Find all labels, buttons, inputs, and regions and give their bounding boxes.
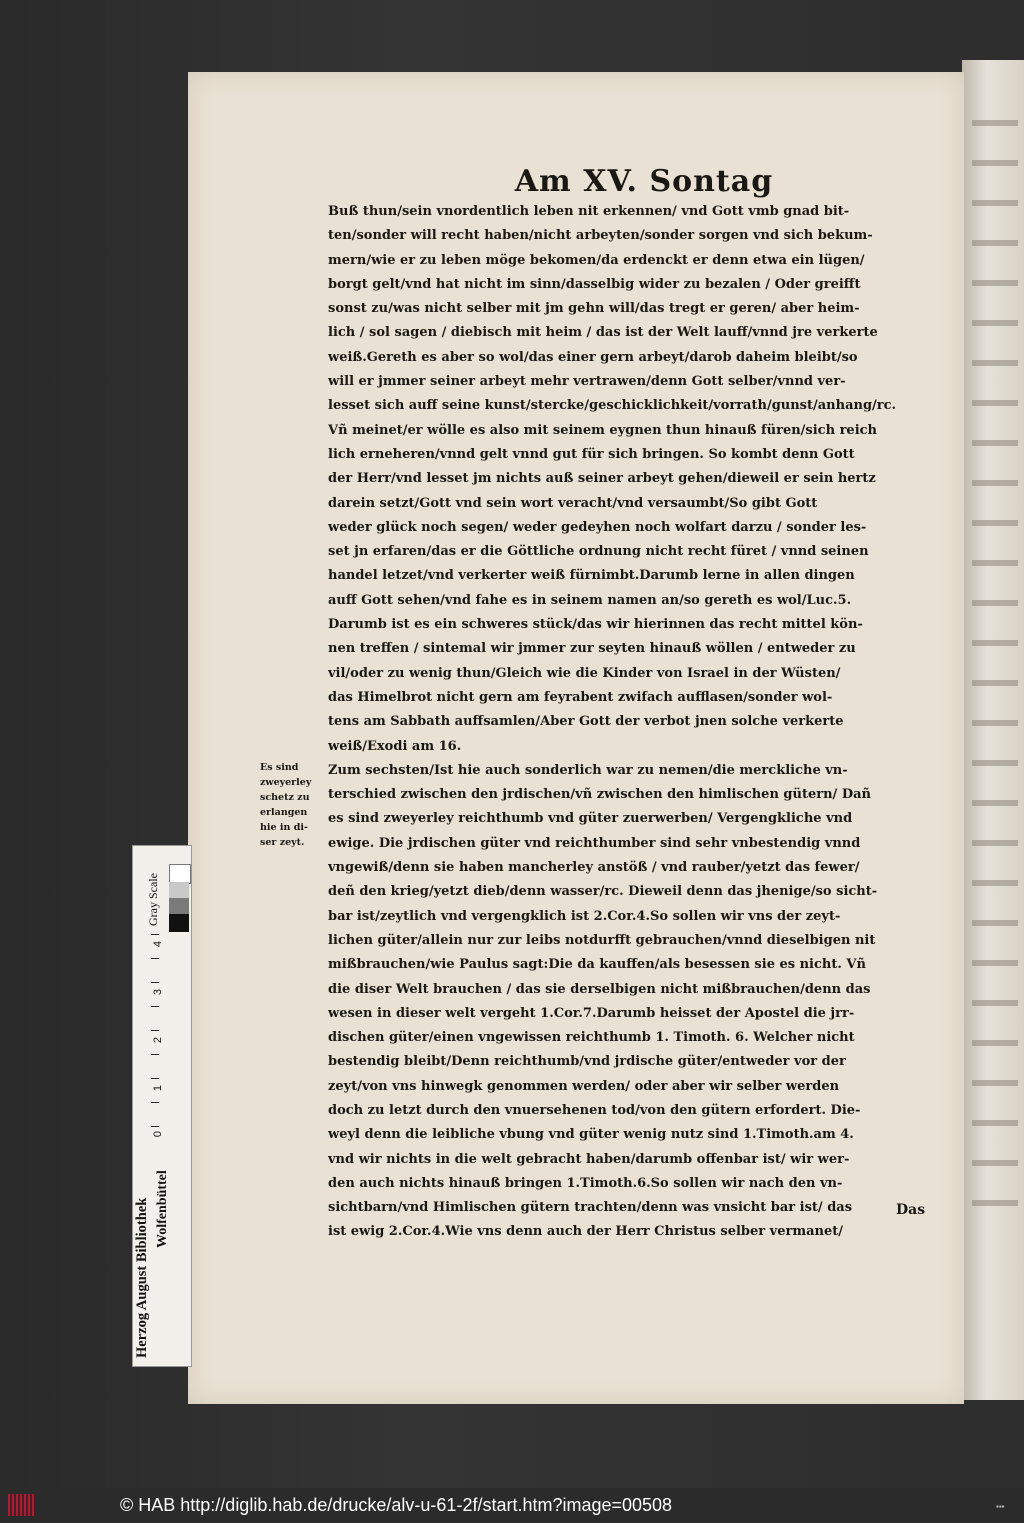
scale-card bbox=[132, 845, 192, 1367]
scale-number-4: 4 bbox=[152, 940, 165, 948]
text-line: lesset sich auff seine kunst/stercke/geschicklichkeit/vorrath/gunst/anhang/rc. bbox=[328, 398, 897, 414]
text-line: das Himelbrot nicht gern am feyrabent zwifach aufflasen/sonder wol- bbox=[328, 689, 833, 705]
scale-number-1: 1 bbox=[152, 1084, 165, 1092]
gray-patch-black bbox=[169, 914, 189, 932]
text-line: borgt gelt/vnd hat nicht im sinn/dasselbig wider zu bezalen / Oder greifft bbox=[328, 276, 861, 292]
text-line: ist ewig 2.Cor.4.Wie vns denn auch der Herr Christus selber vermanet/ bbox=[328, 1224, 843, 1240]
text-line: will er jmmer seiner arbeyt mehr vertrawen/denn Gott selber/vnnd ver- bbox=[328, 374, 846, 390]
margin-note-line: schetz zu bbox=[260, 792, 310, 803]
text-line: wesen in dieser welt vergeht 1.Cor.7.Darumb heisset der Apostel die jrr- bbox=[328, 1005, 855, 1021]
text-line: tens am Sabbath auffsamlen/Aber Gott der verbot jnen solche verkerte bbox=[328, 714, 844, 730]
margin-note-line: ser zeyt. bbox=[260, 837, 305, 848]
margin-note-line: erlangen bbox=[260, 807, 308, 818]
gray-patch-white bbox=[169, 864, 191, 884]
text-line: darein setzt/Gott vnd sein wort veracht/vnd versaumbt/So gibt Gott bbox=[328, 495, 818, 511]
text-line: die diser Welt brauchen / das sie derselbigen nicht mißbrauchen/denn das bbox=[328, 981, 871, 997]
book-page bbox=[188, 72, 964, 1404]
text-line: der Herr/vnd lesset jm nichts auß seiner arbeyt gehen/dieweil er sein hertz bbox=[328, 471, 876, 487]
text-line: ten/sonder will recht haben/nicht arbeyten/sonder sorgen vnd sich bekum- bbox=[328, 228, 873, 244]
text-line: vnd wir nichts in die welt gebracht haben/darumb offenbar ist/ wir wer- bbox=[328, 1151, 850, 1167]
margin-note bbox=[260, 760, 320, 850]
running-title: Am XV. Sontag bbox=[514, 164, 774, 199]
text-line: lich / sol sagen / diebisch mit heim / das ist der Welt lauff/vnnd jre verkerte bbox=[328, 325, 878, 341]
text-line: dischen güter/einen vngewissen reichthumb 1. Timoth. 6. Welcher nicht bbox=[328, 1030, 855, 1046]
gray-scale-label: Gray Scale bbox=[146, 873, 160, 926]
gray-patch-mid bbox=[169, 898, 189, 914]
text-line: terschied zwischen den jrdischen/vñ zwischen den himlischen gütern/ Dañ bbox=[328, 787, 871, 803]
facing-page-edge bbox=[962, 60, 1024, 1400]
footer-mark: ▪▪▪ bbox=[996, 1502, 1005, 1511]
text-line: vil/oder zu wenig thun/Gleich wie die Kinder von Israel in der Wüsten/ bbox=[328, 665, 841, 681]
institution-name: Herzog August Bibliothek bbox=[134, 1197, 150, 1358]
text-line: Buß thun/sein vnordentlich leben nit erkennen/ vnd Gott vmb gnad bit- bbox=[328, 204, 850, 219]
scale-number-3: 3 bbox=[152, 988, 165, 996]
text-line: lich erneheren/vnnd gelt vnnd gut für sich bringen. So kombt denn Gott bbox=[328, 446, 855, 462]
scale-number-2: 2 bbox=[152, 1036, 165, 1044]
text-line: mißbrauchen/wie Paulus sagt:Die da kauffen/als besessen sie es nicht. Vñ bbox=[328, 957, 866, 973]
margin-note-line: Es sind bbox=[260, 762, 299, 773]
gray-patch-light bbox=[169, 882, 189, 898]
text-line: Darumb ist es ein schweres stück/das wir hierinnen das recht mittel kön- bbox=[328, 617, 863, 633]
catchword: Das bbox=[896, 1202, 926, 1218]
text-line: nen treffen / sintemal wir jmmer zur seyten hinauß wöllen / entweder zu bbox=[328, 641, 856, 657]
margin-note-line: zweyerley bbox=[260, 777, 312, 788]
text-line: weyl denn die leibliche vbung vnd güter wenig nutz sind 1.Timoth.am 4. bbox=[328, 1127, 854, 1143]
body-text bbox=[328, 200, 948, 1245]
text-line: weder glück noch segen/ weder gedeyhen noch wolfart darzu / sonder les- bbox=[328, 519, 867, 535]
text-line: auff Gott sehen/vnd fahe es in seinem namen an/so gereth es wol/Luc.5. bbox=[328, 592, 852, 608]
source-caption[interactable]: © HAB http://diglib.hab.de/drucke/alv-u-61-2f/start.htm?image=00508 bbox=[120, 1495, 673, 1515]
viewer-footer bbox=[0, 1488, 1024, 1523]
text-line: weiß.Gereth es aber so wol/das einer gern arbeyt/darob daheim bleibt/so bbox=[328, 349, 858, 365]
text-line: doch zu letzt durch den vnuersehenen tod/von den gütern erfordert. Die- bbox=[328, 1102, 861, 1118]
text-line: weiß/Exodi am 16. bbox=[328, 738, 462, 754]
scale-number-0: 0 bbox=[152, 1130, 165, 1138]
institution-city: Wolfenbüttel bbox=[155, 1170, 170, 1248]
text-line: deñ den krieg/yetzt dieb/denn wasser/rc. Dieweil denn das jhenige/so sicht- bbox=[328, 884, 878, 900]
text-line: sonst zu/was nicht selber mit jm gehn will/das tregt er geren/ aber heim- bbox=[328, 301, 860, 317]
hab-logo-icon[interactable] bbox=[8, 1494, 34, 1516]
text-line: vngewiß/denn sie haben mancherley anstöß / vnd rauber/yetzt das fewer/ bbox=[328, 860, 860, 876]
text-line: bar ist/zeytlich vnd vergengklich ist 2.Cor.4.So sollen wir vns der zeyt- bbox=[328, 908, 841, 924]
text-line: set jn erfaren/das er die Göttliche ordnung nicht recht füret / vnnd seinen bbox=[328, 544, 869, 560]
text-line: es sind zweyerley reichthumb vnd güter zuerwerben/ Vergengkliche vnd bbox=[328, 811, 853, 827]
text-line: den auch nichts hinauß bringen 1.Timoth.6.So sollen wir nach den vn- bbox=[328, 1175, 843, 1191]
text-line: Vñ meinet/er wölle es also mit seinem eygnen thun hinauß füren/sich reich bbox=[328, 422, 877, 438]
text-line: ewige. Die jrdischen güter vnd reichthumber sind sehr vnbestendig vnnd bbox=[328, 835, 861, 851]
text-line: Zum sechsten/Ist hie auch sonderlich war zu nemen/die merckliche vn- bbox=[328, 762, 848, 778]
margin-note-line: hie in di- bbox=[260, 822, 308, 833]
text-line: sichtbarn/vnd Himlischen gütern trachten/denn was vnsicht bar ist/ das bbox=[328, 1200, 853, 1216]
text-line: handel letzet/vnd verkerter weiß fürnimbt.Darumb lerne in allen dingen bbox=[328, 568, 855, 584]
text-line: zeyt/von vns hinwegk genommen werden/ oder aber wir selber werden bbox=[328, 1078, 840, 1094]
text-line: bestendig bleibt/Denn reichthumb/vnd jrdische güter/entweder vor der bbox=[328, 1054, 846, 1070]
text-line: lichen güter/allein nur zur leibs notdurfft gebrauchen/vnnd dieselbigen nit bbox=[328, 932, 876, 948]
text-line: mern/wie er zu leben möge bekomen/da erdenckt er denn etwa ein lügen/ bbox=[328, 252, 865, 268]
